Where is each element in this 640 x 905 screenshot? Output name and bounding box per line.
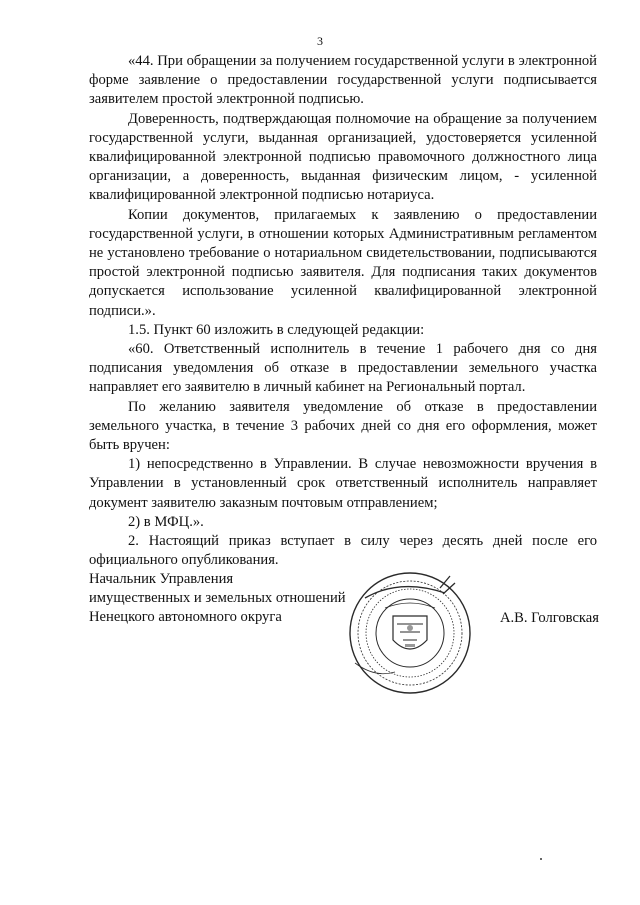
signer-position-line-1: Начальник Управления: [89, 571, 234, 587]
paragraph-effective-date: 2. Настоящий приказ вступает в силу через десять дней после его официального опубликования.: [89, 533, 597, 569]
paragraph-item-2: 2) в МФЦ.».: [128, 513, 204, 530]
signer-position-line-2: имущественных и земельных отношений: [89, 590, 346, 606]
signature-block: [89, 570, 346, 627]
document-body: [89, 52, 597, 570]
scan-artifact: [540, 858, 542, 860]
paragraph-document-copies: Копии документов, прилагаемых к заявлению о предоставлении государственной услуги, в отношении которых Административным регламентом не установлено требование о нотариальном свидетельствовании, подписываются простой электронной подписью заявителя. Для подписания таких документов допускается использование усиленной квалифицированной электронной подписи.».: [89, 206, 597, 319]
paragraph-60: «60. Ответственный исполнитель в течение 1 рабочего дня со дня подписания уведомления об отказе в предоставлении земельного участка направляет его заявителю в личный кабинет на Региональный портал.: [89, 341, 597, 396]
paragraph-item-1: 1) непосредственно в Управлении. В случае невозможности вручения в Управлении в установленный срок ответственный исполнитель направляет документ заявителю заказным почтовым отправлением;: [89, 456, 597, 511]
paragraph-applicant-request: По желанию заявителя уведомление об отказе в предоставлении земельного участка, в течение 3 рабочих дней со дня его оформления, может быть вручен:: [89, 398, 597, 454]
signer-name: А.В. Голговская: [499, 610, 599, 626]
page-number: 3: [317, 34, 323, 48]
official-seal-icon: [345, 568, 475, 698]
paragraph-44: «44. При обращении за получением государственной услуги в электронной форме заявление о предоставлении государственной услуги подписывается заявителем простой электронной подписью.: [89, 53, 597, 108]
paragraph-power-of-attorney: Доверенность, подтверждающая полномочие на обращение за получением государственной услуги, выданная организацией, удостоверяется усиленной квалифицированной электронной подписью правомочного должностного лица организации, а доверенность, выданная физическим лицом, - усиленной квалифицированной электронной подписью нотариуса.: [89, 110, 597, 204]
paragraph-1-5: 1.5. Пункт 60 изложить в следующей редакции:: [128, 321, 425, 338]
signer-position-line-3: Ненецкого автономного округа: [89, 609, 282, 625]
